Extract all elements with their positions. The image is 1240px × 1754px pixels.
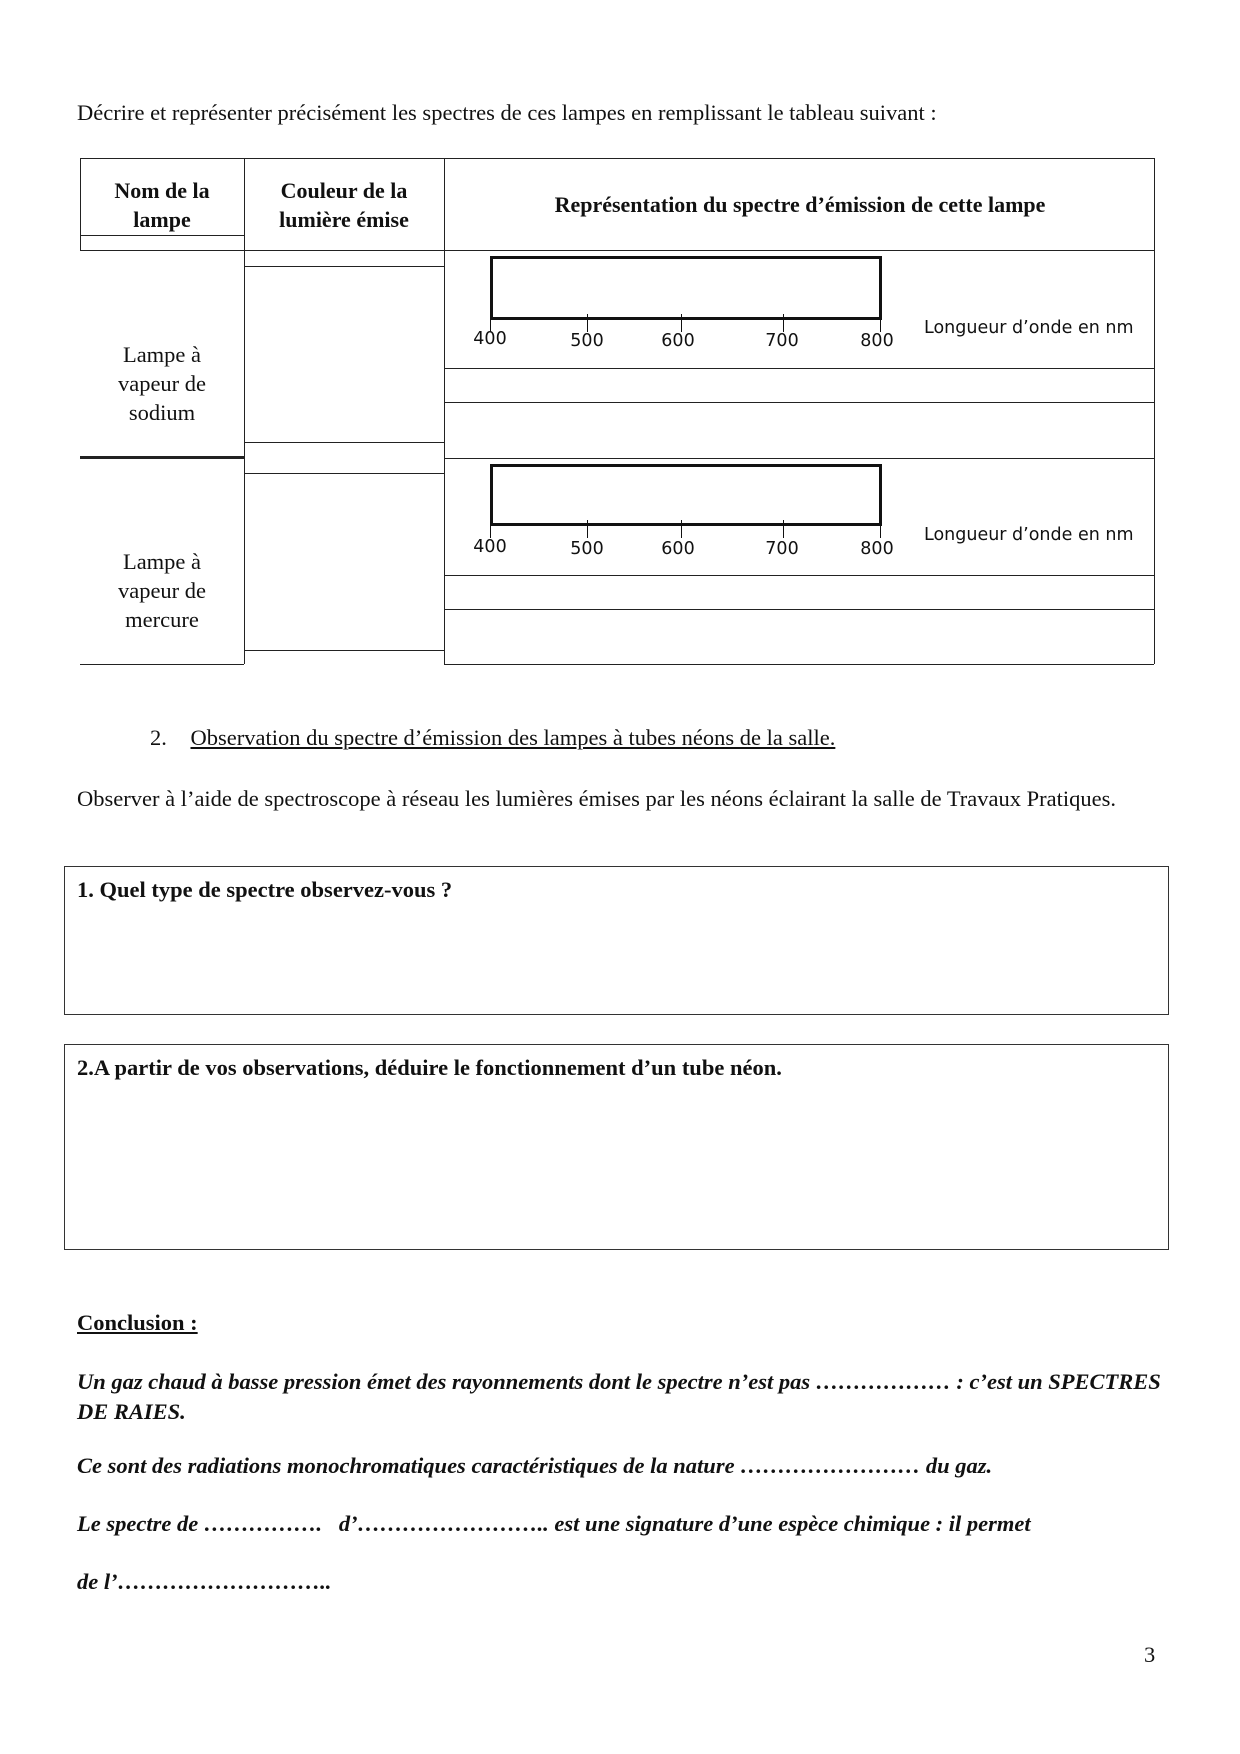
spectrum-box-mercury[interactable] — [490, 464, 882, 526]
axis-label: Longueur d’onde en nm — [924, 318, 1134, 338]
row-divider — [444, 458, 1154, 459]
tick-label-400: 400 — [473, 329, 507, 349]
tick-label-700: 700 — [765, 539, 799, 559]
spectrum-answer-line — [444, 609, 1154, 610]
table-bottom-line — [80, 664, 244, 665]
header-light-color: Couleur de la lumière émise — [279, 178, 409, 232]
lamp-name-mercury: Lampe à vapeur de mercure — [117, 549, 207, 632]
tick-label-600: 600 — [661, 539, 695, 559]
tick-label-700: 700 — [765, 331, 799, 351]
tick-label-400: 400 — [473, 537, 507, 557]
axis-tick — [783, 520, 784, 538]
spectrum-answer-line — [444, 575, 1154, 576]
conclusion-line-2: Ce sont des radiations monochromatiques caractéristiques de la nature …………………… du gaz. — [77, 1453, 993, 1478]
spectrum-answer-line — [444, 402, 1154, 403]
table-left-border — [80, 158, 81, 250]
instruction-paragraph: Observer à l’aide de spectroscope à réseau les lumières émises par les néons éclairant la salle de Travaux Pratiques. — [77, 786, 1116, 811]
spectrum-answer-line — [444, 368, 1154, 369]
color-answer-line — [244, 473, 444, 474]
page-number: 3 — [1144, 1642, 1156, 1667]
table-header-bottom — [244, 250, 444, 251]
table-right-border — [1154, 158, 1155, 664]
table-top-border — [80, 158, 1154, 159]
question-box-1[interactable] — [64, 866, 1169, 1015]
axis-label: Longueur d’onde en nm — [924, 525, 1134, 545]
section-title: Observation du spectre d’émission des lampes à tubes néons de la salle. — [190, 725, 836, 750]
question-box-2[interactable] — [64, 1044, 1169, 1250]
conclusion-line-4: de l’……………………….. — [77, 1569, 332, 1594]
tick-label-500: 500 — [570, 539, 604, 559]
table-header-bottom — [80, 235, 244, 236]
intro-text: Décrire et représenter précisément les spectres de ces lampes en remplissant le tableau suivant : — [77, 100, 937, 125]
table-bottom-line — [444, 664, 1154, 665]
axis-tick — [880, 520, 881, 538]
conclusion-line-3: Le spectre de ……………. d’…………………….. est une signature d’une espèce chimique : il permet — [77, 1511, 1031, 1536]
question-1-text: 1. Quel type de spectre observez-vous ? — [77, 877, 453, 902]
header-lamp-name: Nom de la lampe — [114, 178, 210, 232]
row-divider — [80, 456, 244, 459]
tick-label-800: 800 — [860, 539, 894, 559]
color-answer-line — [244, 650, 444, 651]
axis-tick — [880, 314, 881, 332]
conclusion-title: Conclusion : — [77, 1310, 198, 1335]
tick-label-800: 800 — [860, 331, 894, 351]
question-2-text: 2.A partir de vos observations, déduire le fonctionnement d’un tube néon. — [77, 1055, 782, 1080]
tick-label-600: 600 — [661, 331, 695, 351]
axis-tick — [681, 520, 682, 538]
axis-tick — [783, 314, 784, 332]
axis-tick — [587, 314, 588, 332]
table-header-bottom — [80, 250, 244, 251]
tick-label-500: 500 — [570, 331, 604, 351]
color-answer-line — [244, 442, 444, 443]
conclusion-line-1: Un gaz chaud à basse pression émet des rayonnements dont le spectre n’est pas ……………… : c’est un SPECTRES DE RAIES. — [77, 1369, 1161, 1424]
table-color-line — [244, 266, 444, 267]
spectrum-box-sodium[interactable] — [490, 256, 882, 320]
table-col-divider — [244, 158, 245, 664]
axis-tick — [681, 314, 682, 332]
axis-tick — [490, 520, 491, 538]
header-spectrum: Représentation du spectre d’émission de cette lampe — [554, 192, 1046, 217]
axis-tick — [587, 520, 588, 538]
table-col-divider — [444, 158, 445, 664]
section-2-heading — [150, 725, 835, 751]
section-number: 2. — [150, 725, 167, 750]
table-header-bottom — [444, 250, 1154, 251]
lamp-name-sodium: Lampe à vapeur de sodium — [117, 342, 207, 425]
